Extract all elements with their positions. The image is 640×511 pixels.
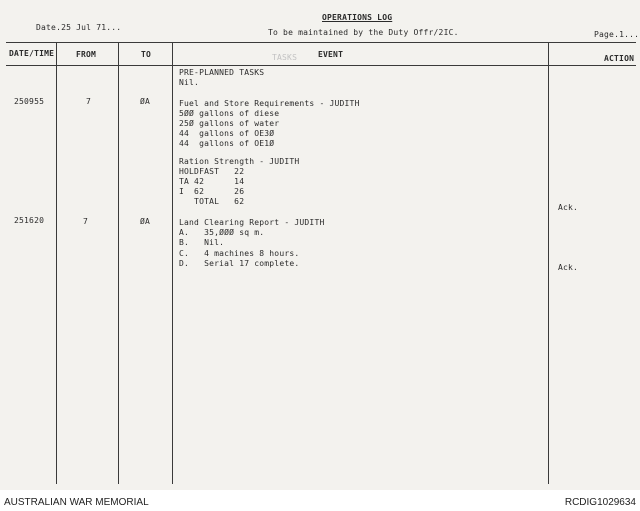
entry-action: Ack. <box>558 203 579 212</box>
col-header-from: FROM <box>76 50 97 59</box>
entry-line: Nil. <box>179 78 200 87</box>
entry-line: 5ØØ gallons of diese <box>179 109 280 118</box>
page-number: Page.1... <box>594 30 640 39</box>
log-date: Date.25 Jul 71... <box>36 23 122 32</box>
column-divider-3 <box>172 42 173 484</box>
entry-line: 25Ø gallons of water <box>179 119 280 128</box>
entry-line: I 62 26 <box>179 187 245 196</box>
entry-line: Land Clearing Report - JUDITH <box>179 218 325 227</box>
entry-action: Ack. <box>558 263 579 272</box>
column-divider-4 <box>548 42 549 484</box>
table-header-rule <box>6 65 636 66</box>
entry-line: HOLDFAST 22 <box>179 167 245 176</box>
col-header-action: ACTION <box>604 54 635 63</box>
entry-line: D. Serial 17 complete. <box>179 259 300 268</box>
entry-line: A. 35,ØØØ sq m. <box>179 228 265 237</box>
col-header-event-faint: TASKS <box>272 53 298 62</box>
col-header-datetime: DATE/TIME <box>9 49 55 58</box>
entry-line: C. 4 machines 8 hours. <box>179 249 300 258</box>
entry-from: 7 <box>83 217 89 226</box>
entry-line: TOTAL 62 <box>179 197 245 206</box>
footer-record-id: RCDIG1029634 <box>564 497 636 508</box>
entry-line: B. Nil. <box>179 238 225 247</box>
entry-to: ØA <box>140 217 151 226</box>
log-subtitle: To be maintained by the Duty Offr/2IC. <box>268 28 459 37</box>
column-divider-2 <box>118 42 119 484</box>
column-divider-1 <box>56 42 57 484</box>
col-header-event: EVENT <box>318 50 344 59</box>
entry-datetime: 250955 <box>14 97 45 106</box>
entry-line: Fuel and Store Requirements - JUDITH <box>179 99 360 108</box>
footer-credit: AUSTRALIAN WAR MEMORIAL <box>4 497 149 508</box>
entry-line: TA 42 14 <box>179 177 245 186</box>
entry-datetime: 251620 <box>14 216 45 225</box>
entry-line: Ration Strength - JUDITH <box>179 157 300 166</box>
entry-from: 7 <box>86 97 92 106</box>
table-top-rule <box>6 42 636 43</box>
entry-line: PRE-PLANNED TASKS <box>179 68 265 77</box>
entry-line: 44 gallons of OE1Ø <box>179 139 275 148</box>
col-header-to: TO <box>141 50 152 59</box>
log-title: OPERATIONS LOG <box>322 13 393 22</box>
entry-line: 44 gallons of OE3Ø <box>179 129 275 138</box>
entry-to: ØA <box>140 97 151 106</box>
